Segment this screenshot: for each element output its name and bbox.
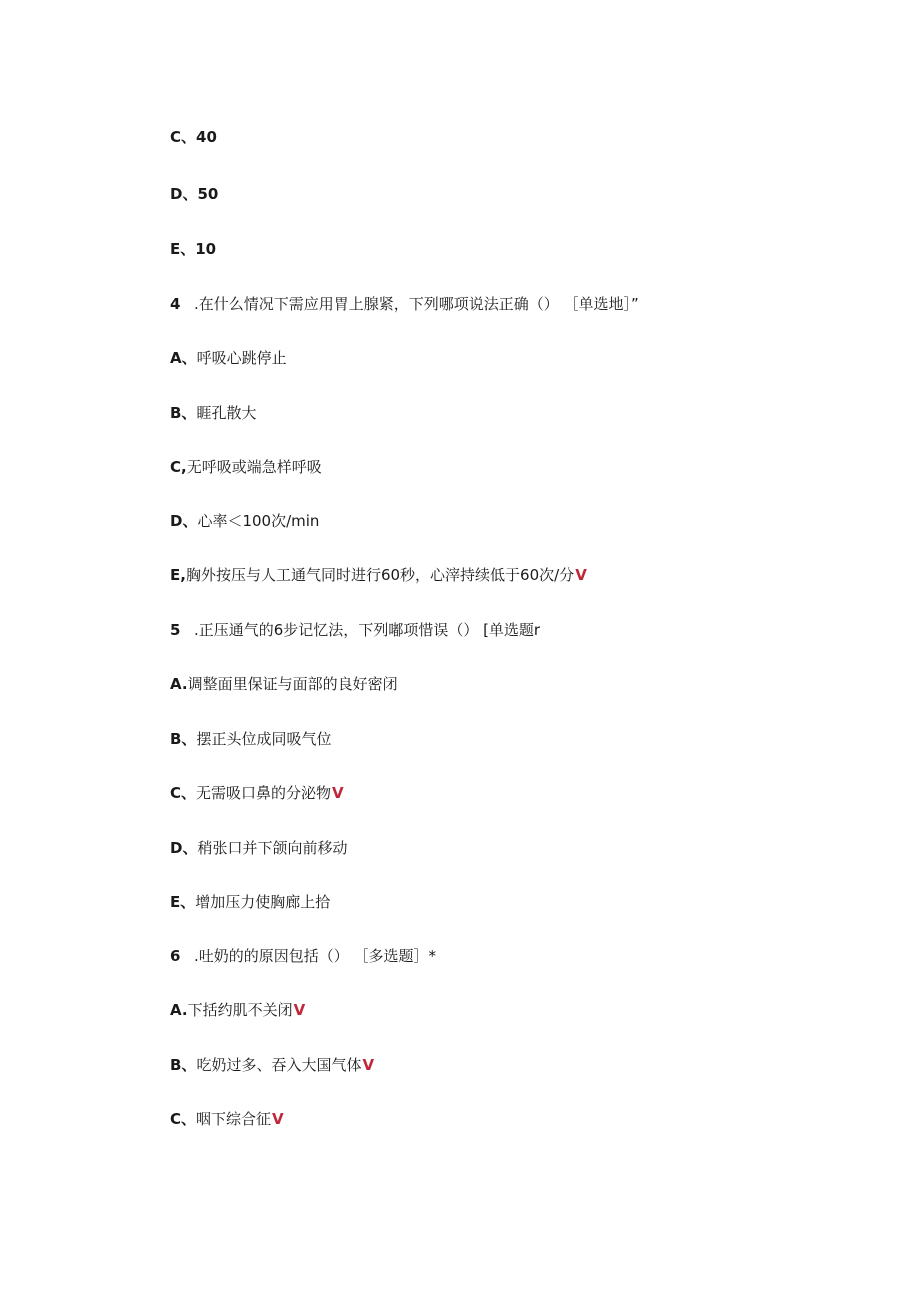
option-label: C、 xyxy=(170,784,197,802)
option-a-q6 xyxy=(170,1000,305,1020)
option-label: D、 xyxy=(170,185,198,203)
option-text: 50 xyxy=(197,185,219,203)
option-text: 摆正头位成同吸气位 xyxy=(196,730,332,748)
option-b-q6 xyxy=(170,1055,374,1075)
option-label: B、 xyxy=(170,404,197,422)
option-text: 咽下综合征 xyxy=(196,1110,272,1128)
option-text: 胸外按压与人工通气同时进行60秒，心滓持续低于60次/分 xyxy=(185,566,575,584)
option-label: E, xyxy=(170,566,186,584)
option-d-q5 xyxy=(170,838,347,858)
correct-answer-mark: V xyxy=(272,1110,284,1128)
option-text: 睚孔散大 xyxy=(196,404,257,422)
option-text: 40 xyxy=(196,128,217,146)
correct-answer-mark: V xyxy=(332,784,344,802)
option-b-q4 xyxy=(170,403,256,423)
option-label: D、 xyxy=(170,839,198,857)
option-text: 无需吸口鼻的分泌物 xyxy=(196,784,332,802)
option-label: C, xyxy=(170,458,187,476)
question-text: .吐奶的的原因包括（） ［多选题］* xyxy=(194,947,437,965)
option-c-q5 xyxy=(170,783,344,803)
option-label: A、 xyxy=(170,349,197,367)
option-b-q5 xyxy=(170,729,331,749)
option-text: 增加压力使胸廊上拾 xyxy=(195,893,331,911)
option-text: 心率＜100次/min xyxy=(197,512,320,530)
option-text: 下括约肌不关闭 xyxy=(187,1001,293,1019)
option-e-q5 xyxy=(170,892,330,912)
option-label: C、 xyxy=(170,128,197,146)
question-5 xyxy=(170,620,540,640)
question-number: 5 xyxy=(170,621,181,639)
option-text: 10 xyxy=(195,240,217,258)
option-text: 呼吸心跳停止 xyxy=(196,349,287,367)
correct-answer-mark: V xyxy=(293,1001,306,1019)
option-label: E、 xyxy=(170,893,196,911)
correct-answer-mark: V xyxy=(575,566,587,584)
option-e-q3 xyxy=(170,239,216,259)
option-a-q5 xyxy=(170,674,398,694)
question-text: .在什么情况下需应用胃上腺紧，下列哪项说法正确（） ［单选地］” xyxy=(194,295,639,313)
option-c-q4 xyxy=(170,457,322,477)
option-d-q3 xyxy=(170,184,218,204)
option-label: E、 xyxy=(170,240,196,258)
option-c-q3 xyxy=(170,127,217,147)
option-label: B、 xyxy=(170,730,197,748)
question-number: 6 xyxy=(170,947,181,965)
question-number: 4 xyxy=(170,295,181,313)
correct-answer-mark: V xyxy=(362,1056,375,1074)
option-e-q4 xyxy=(170,565,587,585)
question-text: .正压通气的6步记忆法，下列嘟项惜误（） [单选题r xyxy=(194,621,541,639)
option-text: 吃奶过多、吞入大国气体 xyxy=(196,1056,362,1074)
option-label: B、 xyxy=(170,1056,197,1074)
option-label: C、 xyxy=(170,1110,197,1128)
option-label: A. xyxy=(170,1001,188,1019)
option-a-q4 xyxy=(170,348,287,368)
question-4 xyxy=(170,294,639,314)
option-label: D、 xyxy=(170,512,198,530)
option-d-q4 xyxy=(170,511,319,531)
option-text: 无呼吸或端急样呼吸 xyxy=(186,458,322,476)
question-6 xyxy=(170,946,436,966)
option-text: 稍张口并下颌向前移动 xyxy=(197,839,348,857)
option-label: A. xyxy=(170,675,188,693)
option-c-q6 xyxy=(170,1109,284,1129)
option-text: 调整面里保证与面部的良好密闭 xyxy=(187,675,398,693)
